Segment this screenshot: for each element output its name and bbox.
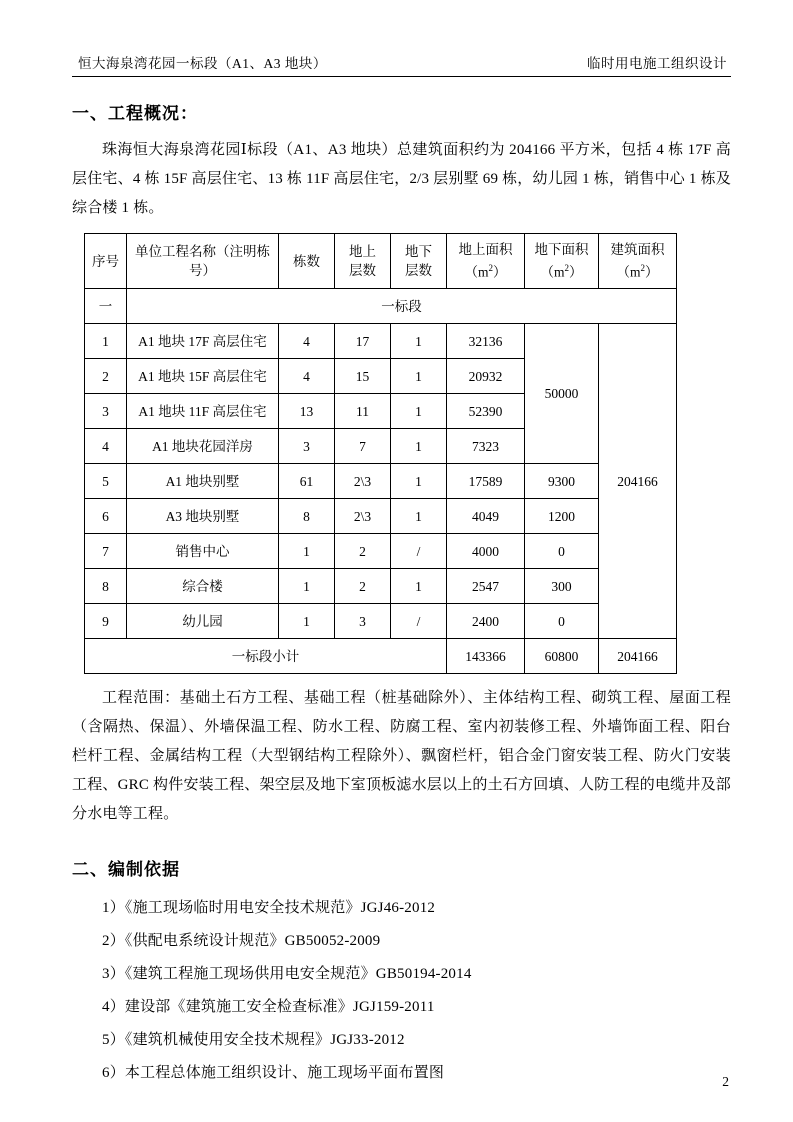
- subtotal-below-area: 60800: [525, 639, 599, 674]
- row-count: 8: [279, 499, 335, 534]
- th-index: 序号: [85, 234, 127, 289]
- row-count: 1: [279, 569, 335, 604]
- row-name: A1 地块 15F 高层住宅: [127, 359, 279, 394]
- row-below-area: 1200: [525, 499, 599, 534]
- th-total-area: 建筑面积 $(m^2)$: [599, 234, 677, 289]
- subtotal-label: 一标段小计: [85, 639, 447, 674]
- table-subtotal-row: [85, 639, 677, 674]
- row-above-floors: 17: [335, 324, 391, 359]
- row-above-area: 7323: [447, 429, 525, 464]
- row-above-area: 4000: [447, 534, 525, 569]
- table-header-row: [85, 234, 677, 289]
- list-item: 5）《建筑机械使用安全技术规程》JGJ33-2012: [102, 1032, 405, 1048]
- merged-below-area-1to4: 50000: [525, 324, 599, 464]
- row-above-floors: 2\3: [335, 464, 391, 499]
- row-count: 13: [279, 394, 335, 429]
- row-below-floors: 1: [391, 429, 447, 464]
- row-index: 9: [85, 604, 127, 639]
- row-index: 3: [85, 394, 127, 429]
- table-group-row: [85, 289, 677, 324]
- row-above-area: 4049: [447, 499, 525, 534]
- subtotal-above-area: 143366: [447, 639, 525, 674]
- row-index: 5: [85, 464, 127, 499]
- row-below-floors: 1: [391, 359, 447, 394]
- th-building-count: 栋数: [279, 234, 335, 289]
- row-below-area: 9300: [525, 464, 599, 499]
- row-name: 幼儿园: [127, 604, 279, 639]
- table-row: [85, 569, 677, 604]
- row-index: 1: [85, 324, 127, 359]
- list-item: 4）建设部《建筑施工安全检查标准》JGJ159-2011: [102, 999, 435, 1015]
- row-above-floors: 2: [335, 534, 391, 569]
- row-above-area: 2400: [447, 604, 525, 639]
- row-name: A1 地块花园洋房: [127, 429, 279, 464]
- list-item: 3）《建筑工程施工现场供用电安全规范》GB50194-2014: [102, 966, 472, 982]
- row-above-floors: 11: [335, 394, 391, 429]
- section-2-title: 二、编制依据: [72, 860, 180, 879]
- row-index: 8: [85, 569, 127, 604]
- reference-list: [72, 892, 731, 1090]
- table-row: [85, 534, 677, 569]
- row-below-floors: 1: [391, 324, 447, 359]
- row-below-floors: 1: [391, 464, 447, 499]
- row-name: A3 地块别墅: [127, 499, 279, 534]
- row-above-floors: 7: [335, 429, 391, 464]
- row-above-floors: 2: [335, 569, 391, 604]
- row-count: 4: [279, 359, 335, 394]
- header-left-text: 恒大海泉湾花园一标段（A1、A3 地块）: [78, 56, 327, 71]
- row-above-area: 52390: [447, 394, 525, 429]
- row-above-area: 20932: [447, 359, 525, 394]
- row-name: A1 地块别墅: [127, 464, 279, 499]
- table-row: [85, 604, 677, 639]
- row-count: 4: [279, 324, 335, 359]
- row-count: 1: [279, 534, 335, 569]
- row-name: A1 地块 11F 高层住宅: [127, 394, 279, 429]
- row-below-floors: 1: [391, 499, 447, 534]
- group-row-index: 一: [85, 289, 127, 324]
- row-index: 2: [85, 359, 127, 394]
- section-1-title: 一、工程概况：: [72, 104, 198, 123]
- merged-total-area: 204166: [599, 324, 677, 639]
- row-index: 6: [85, 499, 127, 534]
- row-count: 1: [279, 604, 335, 639]
- th-above-area: 地上面积 $(m^2)$: [447, 234, 525, 289]
- list-item: 6）本工程总体施工组织设计、施工现场平面布置图: [102, 1065, 445, 1081]
- row-below-area: 300: [525, 569, 599, 604]
- table-row: [85, 324, 677, 359]
- row-above-floors: 2\3: [335, 499, 391, 534]
- project-overview-table: [84, 233, 677, 674]
- list-item: 2）《供配电系统设计规范》GB50052-2009: [102, 933, 381, 949]
- th-below-floors: 地下 层数: [391, 234, 447, 289]
- row-below-floors: /: [391, 604, 447, 639]
- row-below-floors: 1: [391, 394, 447, 429]
- row-count: 61: [279, 464, 335, 499]
- list-item: 1）《施工现场临时用电安全技术规范》JGJ46-2012: [102, 900, 436, 916]
- th-below-area: 地下面积 $(m^2)$: [525, 234, 599, 289]
- row-above-area: 2547: [447, 569, 525, 604]
- row-below-floors: 1: [391, 569, 447, 604]
- row-name: 综合楼: [127, 569, 279, 604]
- row-index: 4: [85, 429, 127, 464]
- page-number: 2: [722, 1074, 729, 1089]
- row-name: 销售中心: [127, 534, 279, 569]
- row-count: 3: [279, 429, 335, 464]
- header-right-text: 临时用电施工组织设计: [587, 56, 727, 71]
- page-header: [72, 52, 731, 77]
- th-above-floors: 地上 层数: [335, 234, 391, 289]
- section-1-scope-paragraph: 工程范围：基础土石方工程、基础工程（桩基础除外）、主体结构工程、砌筑工程、屋面工程（含隔热、保温）、外墙保温工程、防水工程、防腐工程、室内初装修工程、外墙饰面工程、阳台栏杆工程、金属结构工程（大型钢结构工程除外）、飘窗栏杆，铝合金门窗安装工程、防火门安装工程、GRC 构件安装工程、架空层及地下室顶板滤水层以上的土石方回填、人防工程的电缆井及部分水电等工程。: [72, 690, 731, 822]
- section-1-paragraph: 珠海恒大海泉湾花园Ⅰ标段（A1、A3 地块）总建筑面积约为 204166 平方米，包括 4 栋 17F 高层住宅、4 栋 15F 高层住宅、13 栋 11F 高层住宅，2/3 层别墅 69 栋，幼儿园 1 栋，销售中心 1 栋及综合楼 1 栋。: [72, 142, 731, 216]
- subtotal-total-area: 204166: [599, 639, 677, 674]
- row-below-area: 0: [525, 604, 599, 639]
- row-below-area: 0: [525, 534, 599, 569]
- row-index: 7: [85, 534, 127, 569]
- th-unit-name: 单位工程名称（注明栋号）: [127, 234, 279, 289]
- row-above-area: 32136: [447, 324, 525, 359]
- row-above-area: 17589: [447, 464, 525, 499]
- row-above-floors: 15: [335, 359, 391, 394]
- group-row-label: 一标段: [127, 289, 677, 324]
- row-below-floors: /: [391, 534, 447, 569]
- row-name: A1 地块 17F 高层住宅: [127, 324, 279, 359]
- table-row: [85, 499, 677, 534]
- row-above-floors: 3: [335, 604, 391, 639]
- table-row: [85, 464, 677, 499]
